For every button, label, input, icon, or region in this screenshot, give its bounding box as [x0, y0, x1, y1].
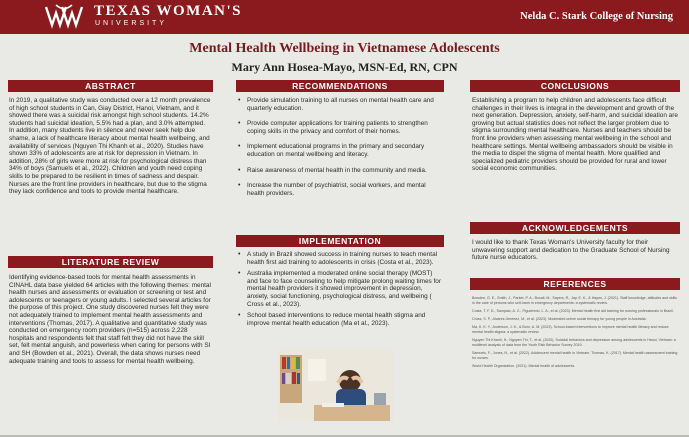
implementation-list	[238, 251, 443, 335]
university-subtitle: UNIVERSITY	[95, 20, 168, 27]
references-heading: REFERENCES	[470, 278, 680, 290]
acknowledgements-text: I would like to thank Texas Woman's University faculty for their unwavering support and dedication to the Graduate School of Nursing future nurse educators.	[472, 239, 670, 262]
recommendation-item: • Provide computer applications for training patients to strengthen coping skills in the privacy and comfort of their homes.	[238, 120, 443, 135]
abstract-heading: ABSTRACT	[8, 80, 213, 92]
implementation-item: • School based interventions to reduce mental health stigma and improve mental health education (Ma et al., 2023).	[238, 312, 443, 327]
implementation-item: • Australia implemented a moderated online social therapy (MOST) and face to face counseling to help mitigate prolong waiting times for mental health providers it showed improvement in depression, anxiety, social functioning, psychological distress, and wellbeing ( Cross et al., 2023).	[238, 270, 443, 308]
recommendation-item: • Implement educational programs in the primary and secondary education on mental wellbeing and literacy.	[238, 143, 443, 158]
reference-item: Bowden, G. E., Smith, J., Parker, P. A., Boxall, M., Sayers, R., Jay, E. K., & Hayes, J. (2021). Staff knowledge, attitudes and skills in the care of persons who self-harm in emergency departments: a systematic review.	[472, 296, 677, 305]
university-name: TEXAS WOMAN'S	[94, 3, 242, 19]
reference-item: Ma, K. K. Y., Anderson, J. K., & Burn, A. M. (2023). School-based interventions to improve mental health literacy and reduce mental health stigma: a systematic review.	[472, 325, 669, 334]
acknowledgements-heading: ACKNOWLEDGEMENTS	[470, 222, 680, 234]
poster-title: Mental Health Wellbeing in Vietnamese Adolescents	[189, 41, 500, 56]
abstract-text: In 2019, a qualitative study was conducted over a 12 month prevalence of high school students in Can, Giay District, Hanoi, Vietnam, and it showed there was a suicidal risk amongst high school students. 14.2% students had suicidal ideation, 5.5% had a plan, and 3.0% attempted. In addition, many students live in silence and never seek help due shame, a lack of healthcare literacy about mental health wellbeing, and availability of services (Nguyen Thi Khanh et al., 2020). Studies have shown 33% of adolescents are at risk for depression in Vietnam. In addition, 28% of girls were more at risk for psychological distress than 34% of boys (Samuels et al., 2022). Children and youth need coping skills to be prepared to be resilient in times of sadness and despair. Nurses are the front line providers in healthcare, but due to the stigma they lack confidence and tools to provide mental healthcare.	[9, 97, 211, 196]
literature-review-heading: LITERATURE REVIEW	[8, 256, 213, 268]
college-name: Nelda C. Stark College of Nursing	[520, 11, 673, 22]
literature-review-text: Identifying evidence-based tools for mental health assessments in CINAHL data base yielded 64 articles with the following themes: mental health nurses and assessments or evaluation or screening or test and adolescents or teenagers or young adults. I selected several articles for the purpose of this project. One study discovered nurses felt they were not adequately trained to implement mental health assessments and interventions (Thomas, 2017). A qualitative and quantitative study was conducted on emergency room providers (n=515) across 2,228 hospitals and respondents felt that staff felt they did not have the skill set, felt mental anguish, and powerless when caring for persons with SI and SH (Bowden et al., 2021). Overall, the data shows nurses need adequate training and tools to assess for mental health wellbeing.	[9, 274, 211, 365]
reference-item: Samuels, F., Jones, N., et al. (2022). Adolescent mental health in Vietnam. Thomas, K. (2017). Mental health assessment training for nurses.	[472, 351, 678, 360]
distressed-student-photo	[278, 349, 394, 421]
references-list	[472, 296, 680, 372]
implementation-item: • A study in Brazil showed success in training nurses to teach mental health first aid training to adolescents in crisis (Costa et al., 2023).	[238, 251, 443, 266]
recommendations-list	[238, 97, 443, 205]
reference-item: Cross, S. P., Alvarez-Jimenez, M., et al. (2023). Moderated online social therapy for young people in Australia.	[472, 317, 647, 321]
conclusions-heading: CONCLUSIONS	[470, 80, 680, 92]
recommendation-item: • Raise awareness of mental health in the community and media.	[238, 167, 443, 175]
recommendations-heading: RECOMMENDATIONS	[236, 80, 444, 92]
reference-item: World Health Organization. (2021). Mental health of adolescents.	[472, 364, 576, 368]
reference-item: Nguyen Thi Khanh, H., Nguyen Thi, T., et al. (2020). Suicidal behaviors and depression among adolescents in Hanoi, Vietnam: a multilevel analysis of data from the Youth Risk Behavior Survey 2019.	[472, 338, 676, 347]
conclusions-text: Establishing a program to help children and adolescents face difficult challenges in their lives is integral in the development and growth of the next generation. Depression, anxiety, self-harm, and suicidal ideation are growing but actual statistics does not reflect the larger problem due to stigma surrounding mental healthcare. Nurses and teachers should be front line providers when assessing mental wellbeing in the school and healthcare settings. Mental wellbeing ambassadors should be visible in the media to dispel the stigma of mental health. More qualified and specialized pediatric providers should be provided for rural and lower social economic communities.	[472, 97, 678, 173]
reference-item: Costa, T. F. D., Sampaio, A. C., Figueiredo, L. A., et al. (2023). Mental health first aid training for nursing professionals in Brazil.	[472, 309, 674, 313]
implementation-heading: IMPLEMENTATION	[236, 235, 444, 247]
header-banner	[0, 0, 689, 34]
recommendation-item: • Provide simulation training to all nurses on mental health care and quarterly education.	[238, 97, 443, 112]
recommendation-item: • Increase the number of psychiatrist, social workers, and mental health providers.	[238, 182, 443, 197]
twu-logo-icon	[44, 3, 84, 29]
poster-author: Mary Ann Hosea-Mayo, MSN-Ed, RN, CPN	[231, 60, 458, 74]
